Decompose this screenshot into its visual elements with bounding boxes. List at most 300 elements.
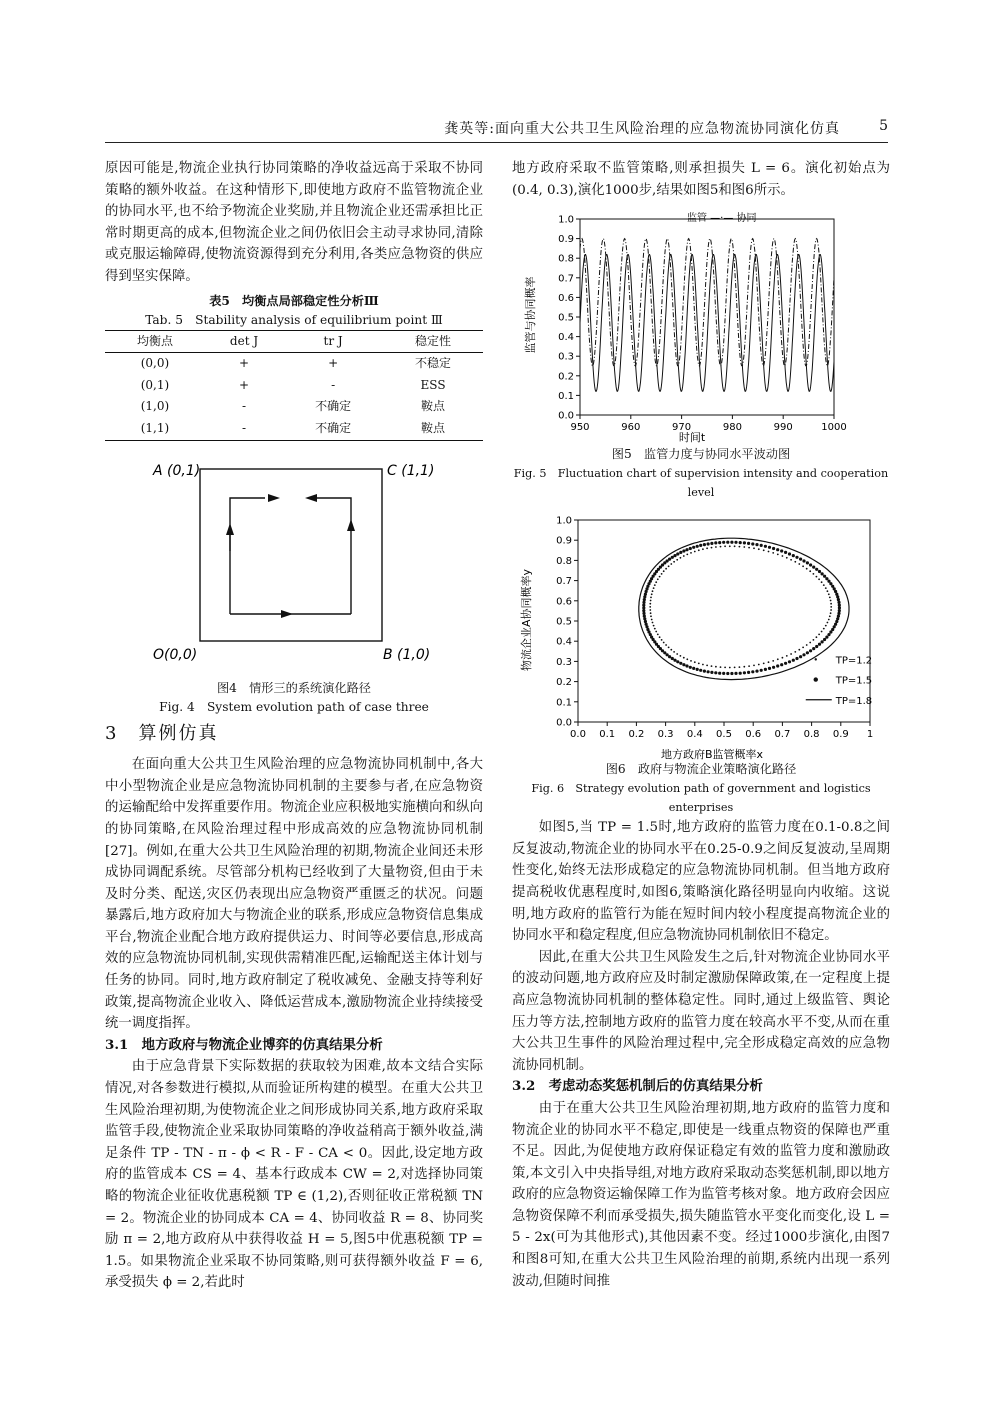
table-cell: -	[242, 420, 247, 435]
fig6-point	[790, 559, 792, 561]
fig6-point	[792, 659, 795, 662]
fig6-point	[768, 661, 770, 663]
paragraph: 原因可能是,物流企业执行协同策略的净收益远高于采取不协同策略的额外收益。在这种情形下,即使地方政府不监管物流企业的协同水平,也不给予物流企业奖励,并且物流企业还需承担比正常时期更高的成本,但物流企业之间仍依旧会主动寻求协同,清除或克服运输障碍,使物流资源得到充分利用,各类应急物资的供应得到坚实保障。	[105, 161, 483, 284]
fig6-point	[720, 546, 722, 548]
right-column	[512, 158, 890, 1292]
fig6-point	[799, 655, 802, 658]
fig6-point	[743, 546, 745, 548]
fig6-point	[802, 647, 804, 649]
fig6-point	[837, 612, 840, 615]
fig6-point	[730, 541, 733, 544]
fig6-point	[711, 665, 713, 667]
fig6-point	[680, 655, 682, 657]
fig6-point	[668, 647, 670, 649]
fig6-caption-cn: 图6 政府与物流企业策略演化路径	[605, 762, 797, 777]
label-c: C (1,1)	[387, 462, 435, 479]
table-header: 均衡点	[136, 333, 173, 348]
fig6-caption-en: Fig. 6 Strategy evolution path of government and logistics enterprises	[531, 782, 871, 815]
fig6-point	[685, 665, 688, 668]
fig6-point	[823, 584, 825, 586]
fig6-point	[830, 606, 832, 608]
fig6-point	[670, 563, 672, 565]
fig6-point	[755, 670, 758, 673]
table-cell: +	[239, 356, 250, 371]
paragraph: 因此,在重大公共卫生风险发生之后,针对物流企业协同水平的波动问题,地方政府应及时制定激励保障政策,在一定程度上提高应急物流协同机制的整体稳定性。同时,通过上级监管、舆论压力等方法,控制地方政府的监管力度在较高水平不变,从而在重大公共卫生事件的风险治理过程中,完全形成稳定高效的应急物流协同机制。	[512, 949, 890, 1073]
table-cell: (0,0)	[140, 356, 170, 371]
fig6-point	[764, 545, 767, 548]
fig6-xtick-label: 1	[866, 729, 874, 741]
table-row	[105, 375, 483, 397]
fig6-ylabel: 物流企业A协同概率y	[520, 569, 533, 672]
fig6-ytick-label: 0.0	[556, 717, 572, 729]
fig6-xtick-label: 0.6	[745, 729, 762, 741]
fig6-point	[711, 547, 713, 549]
fig6-point	[827, 622, 829, 624]
table-cell: +	[239, 377, 250, 392]
fig6-point	[663, 570, 665, 572]
fig6-point	[739, 666, 741, 668]
fig6-point	[821, 572, 824, 575]
fig6-point	[696, 545, 699, 548]
fig6-point	[703, 670, 706, 673]
fig6-point	[659, 636, 661, 638]
fig6-point	[734, 541, 737, 544]
fig5-xtick-label: 990	[773, 422, 793, 434]
fig6-point	[673, 561, 675, 563]
fig6-point	[751, 670, 754, 673]
table-header: det J	[229, 333, 259, 348]
label-a: A (0,1)	[153, 462, 201, 479]
fig6-point	[780, 663, 783, 666]
fig6-point	[776, 665, 779, 668]
fig6-point	[786, 655, 788, 657]
fig6-point	[812, 647, 815, 650]
fig6-point	[760, 669, 763, 672]
fig6-point	[673, 554, 676, 557]
fig6-point	[830, 600, 832, 602]
fig5-caption-cn: 图5 监管力度与协同水平波动图	[611, 447, 791, 462]
fig5-xtick-label: 980	[722, 422, 742, 434]
fig5-ytick-label: 0.6	[558, 293, 574, 305]
fig6-point	[772, 552, 774, 554]
fig6-ytick-label: 0.8	[556, 556, 572, 568]
fig6-ytick-label: 0.7	[556, 576, 572, 588]
fig6-ytick-label: 0.4	[556, 636, 572, 648]
fig6-point	[755, 543, 758, 546]
fig6-point	[795, 657, 798, 660]
fig6-point	[760, 544, 763, 547]
fig6-point	[699, 669, 702, 672]
fig6-ytick-label: 0.5	[556, 616, 572, 628]
fig6-point	[821, 640, 824, 643]
fig6-point	[739, 546, 741, 548]
fig6-point	[747, 542, 750, 545]
fig6-point	[726, 541, 729, 544]
fig6-point	[715, 666, 717, 668]
paragraph: 地方政府采取不监管策略,则承担损失 L = 6。演化初始点为(0.4, 0.3),演化1000步,结果如图5和图6所示。	[512, 161, 890, 198]
fig6-point	[718, 672, 721, 675]
fig6-point	[798, 563, 800, 565]
fig6-point	[829, 616, 831, 618]
fig6-point	[692, 546, 695, 549]
fig6-point	[739, 541, 742, 544]
fig6-ytick-label: 0.9	[556, 535, 572, 547]
fig6-point	[670, 649, 672, 651]
fig6-ytick-label: 0.3	[556, 657, 572, 669]
fig6-point	[690, 552, 692, 554]
fig5-xtick-label: 1000	[821, 422, 847, 434]
fig6-xtick-label: 0.3	[657, 729, 674, 741]
fig6-point	[676, 653, 678, 655]
fig6-point	[668, 655, 671, 658]
fig6-point	[703, 543, 706, 546]
fig6-xtick-label: 0.5	[716, 729, 732, 741]
fig5-xtick-label: 960	[621, 422, 641, 434]
table-row	[105, 353, 483, 375]
fig6-point	[782, 555, 784, 557]
fig6-point	[686, 554, 688, 556]
fig6-point	[809, 642, 811, 644]
fig6-point	[649, 603, 651, 605]
fig6-legend-marker	[814, 678, 818, 682]
fig6-point	[702, 548, 704, 550]
fig5-ytick-label: 0.2	[558, 371, 574, 383]
table-cell: 不确定	[315, 420, 352, 435]
fig6-point	[802, 653, 805, 656]
fig6-point	[665, 568, 667, 570]
fig6-point	[679, 662, 682, 665]
fig6-point	[809, 570, 811, 572]
fig6-legend-marker	[815, 658, 817, 660]
fig6-point	[806, 651, 809, 654]
fig6-point	[815, 568, 818, 571]
label-b: B (1,0)	[383, 646, 431, 663]
fig6-point	[714, 671, 717, 674]
table-cell: -	[331, 377, 336, 392]
fig6-point	[655, 631, 657, 633]
fig6-point	[777, 554, 779, 556]
fig6-point	[806, 561, 809, 564]
fig6-xtick-label: 0.1	[599, 729, 616, 741]
fig5-ytick-label: 0.0	[558, 410, 574, 422]
fig6-point	[655, 581, 657, 583]
fig6-point	[792, 554, 795, 557]
fig5-legend: 监管 —·— 协同	[687, 213, 757, 225]
fig6-point	[821, 631, 823, 633]
fig6-point	[663, 642, 665, 644]
fig6-point	[665, 644, 667, 646]
fig6-point	[734, 546, 736, 548]
table-cell: -	[242, 399, 247, 414]
fig6-point	[830, 609, 832, 611]
fig6-point	[788, 660, 791, 663]
fig6-point	[823, 628, 825, 630]
fig6-point	[650, 597, 652, 599]
fig6-point	[782, 657, 784, 659]
fig6-point	[642, 604, 645, 607]
fig5-ytick-label: 0.8	[558, 253, 574, 265]
fig6-point	[838, 604, 841, 607]
fig6-scatter-chart	[512, 510, 890, 760]
fig6-point	[825, 577, 828, 580]
fig6-point	[806, 568, 808, 570]
fig6-point	[806, 644, 808, 646]
fig5-line-chart	[512, 205, 890, 445]
fig6-point	[837, 598, 840, 601]
fig6-point	[825, 587, 827, 589]
fig6-point	[654, 628, 656, 630]
fig6-point	[828, 594, 830, 596]
fig6-xtick-label: 0.9	[832, 729, 849, 741]
fig6-point	[657, 579, 659, 581]
label-o: O(0,0)	[153, 646, 198, 663]
fig6-point	[650, 600, 652, 602]
fig6-point	[690, 660, 692, 662]
fig6-point	[651, 594, 653, 596]
fig6-point	[816, 576, 818, 578]
fig6-point	[743, 541, 746, 544]
table-cell: 不确定	[315, 399, 352, 414]
fig6-point	[642, 612, 645, 615]
fig6-point	[679, 551, 682, 554]
fig5-ytick-label: 0.1	[558, 391, 574, 403]
fig6-point	[706, 665, 708, 667]
fig5-ytick-label: 0.3	[558, 351, 574, 363]
fig6-point	[827, 633, 830, 636]
fig6-point	[772, 660, 774, 662]
fig6-point	[714, 541, 717, 544]
fig6-point	[689, 547, 692, 550]
fig6-point	[838, 609, 841, 612]
fig6-legend-label: TP=1.5	[835, 675, 873, 687]
fig6-point	[718, 541, 721, 544]
fig6-point	[764, 668, 767, 671]
fig6-point	[644, 593, 647, 596]
fig6-point	[707, 543, 710, 546]
fig6-point	[645, 590, 648, 593]
fig5-series-0	[580, 255, 834, 392]
fig5-ytick-label: 1.0	[558, 214, 574, 226]
fig6-ytick-label: 0.2	[556, 677, 572, 689]
fig6-point	[661, 639, 663, 641]
table5-caption-en: Tab. 5 Stability analysis of equilibrium point Ⅲ	[145, 312, 443, 327]
fig6-point	[776, 548, 779, 551]
fig6-point	[671, 657, 674, 660]
fig6-point	[676, 553, 679, 556]
fig6-point	[689, 666, 692, 669]
table5	[105, 330, 483, 441]
fig6-point	[784, 551, 787, 554]
fig6-point	[702, 664, 704, 666]
fig6-point	[794, 651, 796, 653]
fig6-point	[650, 616, 652, 618]
fig6-point	[821, 581, 823, 583]
fig6-point	[643, 595, 646, 598]
fig6-point	[692, 667, 695, 670]
fig4-diagram	[105, 451, 483, 679]
fig6-point	[698, 550, 700, 552]
fig5-ytick-label: 0.7	[558, 273, 574, 285]
fig6-point	[694, 551, 696, 553]
fig6-point	[753, 548, 755, 550]
fig6-point	[694, 661, 696, 663]
fig6-point	[710, 542, 713, 545]
page-header	[105, 118, 888, 143]
fig6-point	[706, 548, 708, 550]
fig6-xlabel: 地方政府B监管概率x	[660, 748, 764, 761]
fig6-point	[758, 664, 760, 666]
fig6-point	[813, 573, 815, 575]
fig6-point	[818, 634, 820, 636]
fig6-point	[780, 550, 783, 553]
fig6-point	[831, 628, 834, 631]
fig6-point	[758, 548, 760, 550]
fig6-point	[653, 625, 655, 627]
fig6-point	[831, 585, 834, 588]
fig5-xlabel: 时间t	[678, 431, 706, 445]
fig5-ytick-label: 0.5	[558, 312, 574, 324]
fig6-point	[722, 672, 725, 675]
fig6-point	[809, 649, 812, 652]
fig6-point	[720, 666, 722, 668]
fig6-ytick-label: 1.0	[556, 515, 572, 527]
fig6-legend-label: TP=1.8	[835, 695, 873, 707]
fig6-point	[837, 615, 840, 618]
fig6-point	[671, 556, 674, 559]
fig6-point	[768, 551, 770, 553]
fig6-point	[654, 584, 656, 586]
fig6-plot-frame	[578, 520, 873, 722]
fig6-point	[682, 663, 685, 666]
table-header: tr J	[323, 333, 343, 348]
fig6-point	[784, 662, 787, 665]
fig5-caption-en: Fig. 5 Fluctuation chart of supervision intensity and cooperation level	[513, 467, 889, 500]
fig6-point	[673, 659, 676, 662]
fig6-point	[743, 671, 746, 674]
fig6-point	[768, 546, 771, 549]
fig6-point	[743, 666, 745, 668]
fig6-point	[644, 620, 647, 623]
fig6-point	[818, 643, 821, 646]
fig6-point	[726, 672, 729, 675]
table-cell: 鞍点	[421, 399, 446, 414]
fig6-point	[676, 559, 678, 561]
fig6-point	[823, 638, 826, 641]
fig6-point	[748, 665, 750, 667]
table-row	[105, 418, 483, 440]
fig6-point	[722, 541, 725, 544]
fig6-point	[730, 672, 733, 675]
table5-caption-cn: 表5 均衡点局部稳定性分析Ⅲ	[209, 293, 379, 308]
fig6-point	[809, 564, 812, 567]
fig6-point	[729, 546, 731, 548]
left-column	[105, 158, 483, 1294]
fig4-caption-en: Fig. 4 System evolution path of case three	[159, 699, 429, 714]
fig6-point	[827, 590, 829, 592]
fig6-point	[652, 622, 654, 624]
fig6-point	[680, 557, 682, 559]
fig6-point	[830, 603, 832, 605]
fig6-point	[751, 543, 754, 546]
fig6-point	[676, 660, 679, 663]
fig6-point	[734, 672, 737, 675]
fig6-point	[815, 645, 818, 648]
fig6-point	[829, 597, 831, 599]
fig6-point	[686, 659, 688, 661]
fig6-point	[813, 639, 815, 641]
fig6-point	[768, 667, 771, 670]
fig6-point	[653, 587, 655, 589]
fig6-point	[798, 649, 800, 651]
fig6-point	[683, 657, 685, 659]
fig6-ytick-label: 0.1	[556, 697, 572, 709]
fig6-point	[724, 546, 726, 548]
running-title: 龚英等:面向重大公共卫生风险治理的应急物流协同演化仿真	[444, 121, 840, 137]
fig6-point	[729, 667, 731, 669]
fig6-point	[794, 561, 796, 563]
table-cell: +	[328, 356, 339, 371]
fig6-point	[652, 590, 654, 592]
fig6-point	[683, 555, 685, 557]
fig5-xtick-label: 950	[570, 422, 590, 434]
section-heading: 3 算例仿真	[105, 722, 219, 744]
fig6-point	[668, 566, 670, 568]
fig6-point	[682, 550, 685, 553]
fig6-point	[825, 636, 828, 639]
fig5-ytick-label: 0.4	[558, 332, 574, 344]
table-cell: (1,0)	[140, 399, 170, 414]
fig6-point	[698, 663, 700, 665]
fig6-xtick-label: 0.2	[628, 729, 645, 741]
fig6-point	[734, 667, 736, 669]
fig6-point	[818, 579, 820, 581]
fig6-point	[763, 663, 765, 665]
table-row	[105, 396, 483, 418]
fig6-point	[657, 634, 659, 636]
fig6-point	[827, 580, 830, 583]
fig6-point	[643, 617, 646, 620]
fig6-xtick-label: 0.4	[686, 729, 703, 741]
table-cell: ESS	[420, 377, 446, 392]
fig6-point	[685, 548, 688, 551]
fig6-legend-label: TP=1.2	[835, 655, 873, 667]
fig6-point	[715, 546, 717, 548]
fig5-ylabel: 监管与协同概率	[524, 276, 537, 354]
fig6-point	[836, 617, 839, 620]
fig5-ytick-label: 0.9	[558, 234, 574, 246]
subsection-heading: 3.2 考虑动态奖惩机制后的仿真结果分析	[512, 1078, 763, 1095]
fig6-point	[710, 671, 713, 674]
fig6-point	[799, 558, 802, 561]
fig6-point	[802, 560, 805, 563]
fig6-point	[649, 606, 651, 608]
fig6-point	[837, 601, 840, 604]
fig6-point	[724, 667, 726, 669]
table-cell: (1,1)	[140, 420, 170, 435]
fig6-point	[772, 547, 775, 550]
fig6-xtick-label: 0.8	[803, 729, 820, 741]
fig6-point	[777, 659, 779, 661]
fig6-ytick-label: 0.6	[556, 596, 572, 608]
fig6-point	[747, 671, 750, 674]
fig6-point	[795, 556, 798, 559]
fig6-point	[673, 651, 675, 653]
fig6-point	[823, 575, 826, 578]
fig6-point	[753, 665, 755, 667]
fig6-point	[812, 566, 815, 569]
fig6-point	[699, 544, 702, 547]
fig6-point	[786, 557, 788, 559]
